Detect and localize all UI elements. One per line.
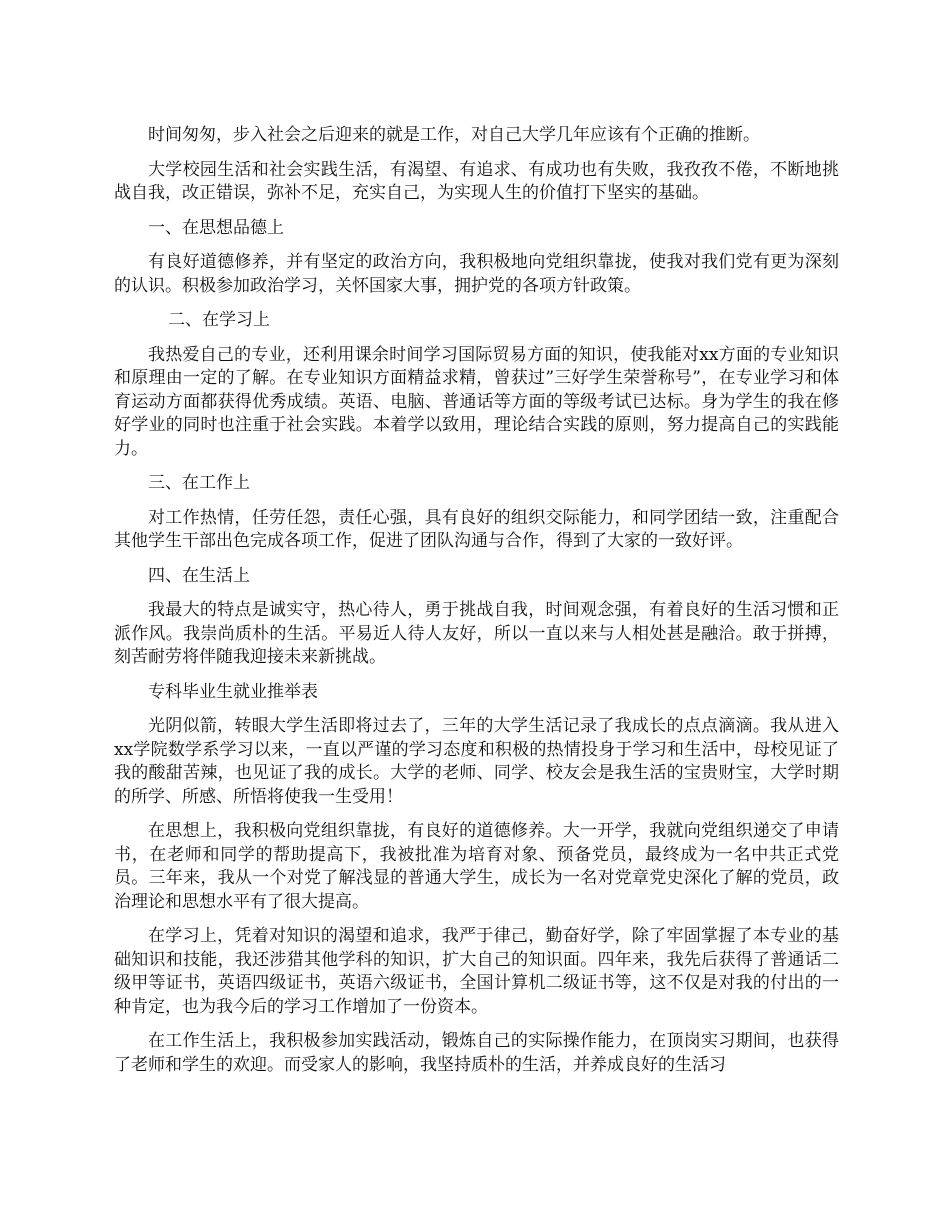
paragraph-intro: 时间匆匆，步入社会之后迎来的就是工作，对自己大学几年应该有个正确的推断。: [148, 125, 760, 145]
paragraph-work: 对工作热情，任劳任怨，责任心强，具有良好的组织交际能力，和同学团结一致，注重配合其他学生干部出色完成各项工作，促进了团队沟通与合作，得到了大家的一致好评。: [114, 507, 839, 551]
section-heading-ideology: 一、在思想品德上: [148, 217, 284, 238]
paragraph-ideology: 有良好道德修养，并有坚定的政治方向，我积极地向党组织靠拢，使我对我们党有更为深刻的认识。积极参加政治学习，关怀国家大事，拥护党的各项方针政策。: [114, 252, 839, 296]
paragraph-study: 我热爱自己的专业，还利用课余时间学习国际贸易方面的知识，使我能对xx方面的专业知识和原理由一定的了解。在专业知识方面精益求精，曾获过”三好学生荣誉称号”，在专业学习和体育运动方面都获得优秀成绩。英语、电脑、普通话等方面的等级考试已达标。身为学生的我在修好学业的同时也注重于社会实践。本着学以致用，理论结合实践的原则，努力提高自己的实践能力。: [114, 344, 839, 459]
document-body: [114, 124, 839, 1088]
paragraph-life: 我最大的特点是诚实守，热心待人，勇于挑战自我，时间观念强，有着良好的生活习惯和正派作风。我崇尚质朴的生活。平易近人待人友好，所以一直以来与人相处甚是融洽。敢于拼搏，刻苦耐劳将伴随我迎接未来新挑战。: [114, 600, 839, 667]
paragraph-learning: 在学习上，凭着对知识的渴望和追求，我严于律己，勤奋好学，除了牢固掌握了本专业的基础知识和技能，我还涉猎其他学科的知识，扩大自己的知识面。四年来，我先后获得了普通话二级甲等证书，英语四级证书，英语六级证书，全国计算机二级证书等，这不仅是对我的付出的一种肯定，也为我今后的学习工作增加了一份资本。: [114, 926, 839, 1017]
section-heading-study: 二、在学习上: [168, 310, 270, 330]
paragraph-campus-life: 大学校园生活和社会实践生活，有渴望、有追求、有成功也有失败，我孜孜不倦，不断地挑战自我，改正错误，弥补不足，充实自己，为实现人生的价值打下坚实的基础。: [114, 159, 839, 203]
section-heading-work: 三、在工作上: [148, 473, 250, 493]
section-heading-life: 四、在生活上: [148, 565, 250, 586]
paragraph-college-time: 光阴似箭，转眼大学生活即将过去了，三年的大学生活记录了我成长的点点滴滴。我从进入xx学院数学系学习以来，一直以严谨的学习态度和积极的热情投身于学习和生活中，母校见证了我的酸甜苦辣，也见证了我的成长。大学的老师、同学、校友会是我生活的宝贵财宝，大学时期的所学、所感、所悟将使我一生受用！: [114, 716, 839, 807]
paragraph-thought: 在思想上，我积极向党组织靠拢，有良好的道德修养。大一开学，我就向党组织递交了申请书，在老师和同学的帮助提高下，我被批准为培育对象、预备党员，最终成为一名中共正式党员。三年来，我从一个对党了解浅显的普通大学生，成长为一名对党章党史深化了解的党员，政治理论和思想水平有了很大提高。: [114, 821, 839, 912]
document-subtitle: 专科毕业生就业推举表: [148, 681, 318, 702]
paragraph-work-life: 在工作生活上，我积极参加实践活动，锻炼自己的实际操作能力，在顶岗实习期间，也获得了老师和学生的欢迎。而受家人的影响，我坚持质朴的生活，并养成良好的生活习: [114, 1031, 839, 1075]
